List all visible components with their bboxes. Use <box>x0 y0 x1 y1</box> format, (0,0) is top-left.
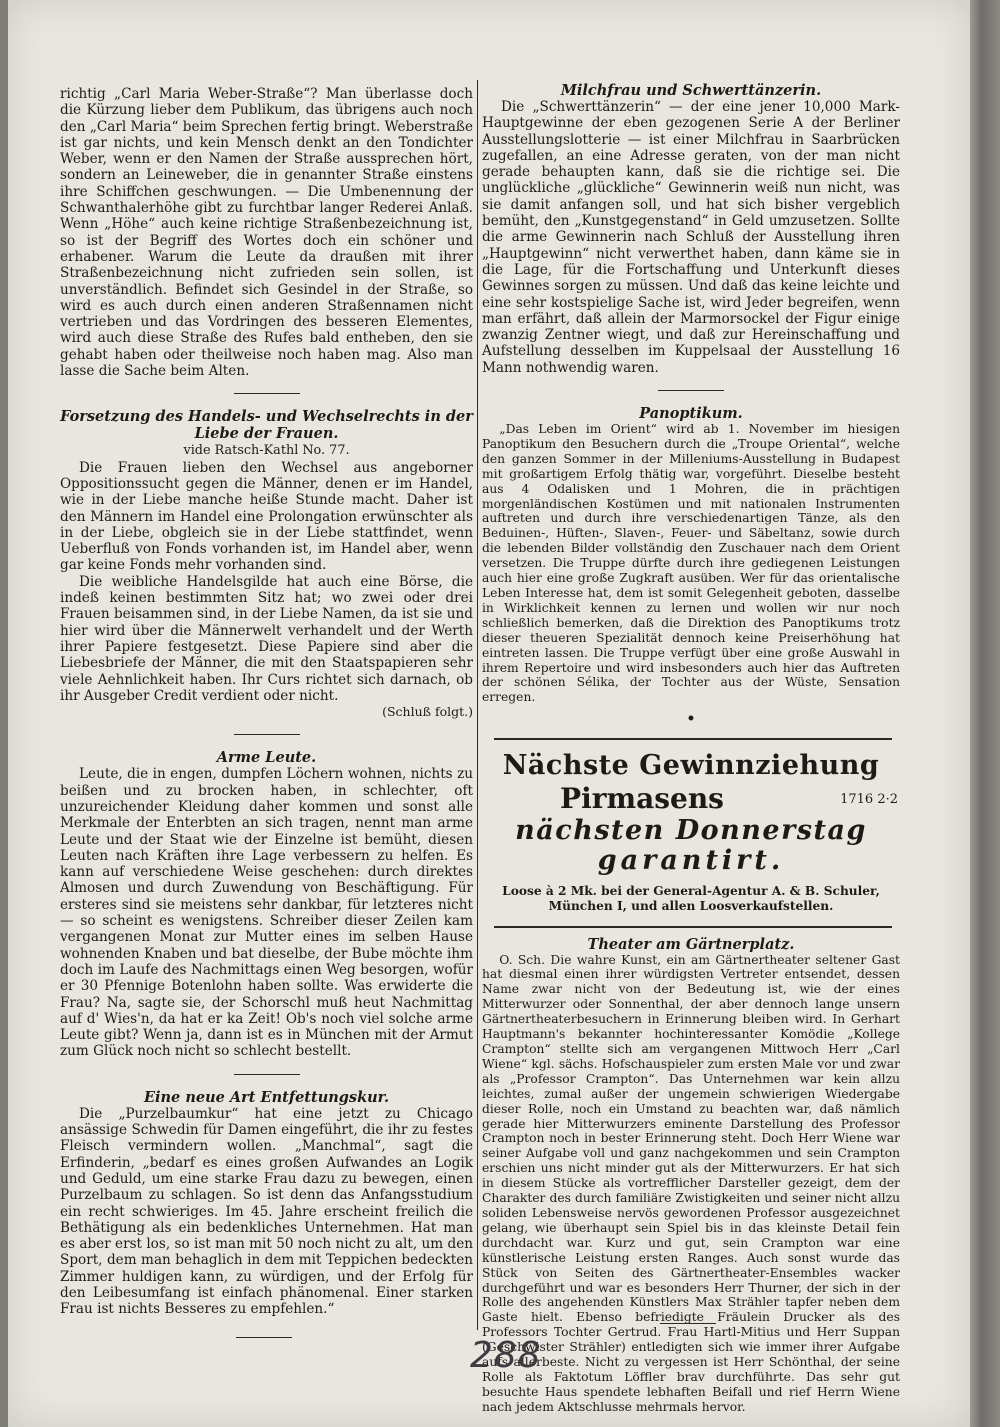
section-divider <box>658 390 724 391</box>
advertisement-top-rule <box>494 738 892 740</box>
article-subtitle-reference: vide Ratsch-Kathl No. 77. <box>183 443 350 459</box>
opening-paragraph: richtig „Carl Maria Weber-Straße“? Man überlasse doch die Kürzung lieber dem Publikum, das übrigens auch noch den „Carl Maria“ beim Sprechen fertig bringt. Weberstraße ist gar nichts, und kein Mensch denkt an den Tondichter Weber, wenn er den Namen der Straße aussprechen hört, sondern an Leineweber, die in genannter Straße einstens ihre Schiffchen geschwungen. — Die Umbenennung der Schwanthalerhöhe gibt zu furchtbar langer Rederei Anlaß. Wenn „Höhe“ auch keine richtige Straßenbezeichnung ist, so ist der Begriff des Wortes doch ein schöner und erhabener. Warum die Leute da draußen mit ihrer Straßenbezeichnung nicht zufrieden sein sollen, ist unverständlich. Befindet sich Gesindel in der Straße, so wird es auch durch einen anderen Straßennamen nicht vertrieben und das Vordringen des besseren Elementes, wird auch diese Straße des Rufes bald entheben, den sie gehabt haben oder theilweise noch haben mag. Also man lasse die Sache beim Alten. <box>60 86 473 380</box>
article-title-milchfrau: Milchfrau und Schwerttänzerin. <box>560 82 822 99</box>
ad-city: Pirmasens <box>560 781 724 815</box>
section-divider <box>234 393 300 394</box>
ad-guarantee: garantirt. <box>597 844 785 876</box>
article-paragraph: Die Frauen lieben den Wechsel aus angeborner Oppositionssucht gegen die Männer, denen er im Handel, wie in der Liebe manche heiße Stunde macht. Daher ist den Männern im Handel eine Prolongation erwünschter als in der Liebe, obgleich sie in der Liebe stattfindet, wenn Ueberfluß von Fonds vorhanden ist, im Handel aber, wenn gar keine Fonds mehr vorhanden sind. <box>60 459 473 574</box>
section-divider <box>234 1074 300 1075</box>
newspaper-page <box>8 0 970 1427</box>
article-paragraph: Die „Schwerttänzerin“ — der eine jener 10,000 Mark-Hauptgewinne der eben gezogenen Serie A der Berliner Ausstellungslotterie — ist einer Milchfrau in Saarbrücken zugefallen, an eine Adresse geraten, von der man nicht gerade behaupten kann, daß sie die richtige sei. Die unglückliche „glückliche“ Gewinnerin weiß nun nicht, was sie damit anfangen soll, und hat sich bisher vergeblich bemüht, den „Kunstgegenstand“ in Geld umzusetzen. Sollte die arme Gewinnerin nach Schluß der Ausstellung ihren „Hauptgewinn“ nicht verwerthet haben, dann käme sie in die Lage, für die Fortschaffung und Unterkunft dieses Gewinnes sorgen zu müssen. Und daß das keine leichte und eine sehr kostspielige Sache ist, wird Jeder begreifen, wenn man erfährt, daß allein der Marmorsockel der Figur einige zwanzig Zentner wiegt, und daß zur Hereinschaffung und Aufstellung desselben im Kuppelsaal der Ausstellung 16 Mann nothwendig waren. <box>482 99 900 376</box>
article-paragraph: Die weibliche Handelsgilde hat auch eine Börse, die indeß keinen bestimmten Sitz hat; wo zwei oder drei Frauen beisammen sind, in der Liebe Namen, da ist sie und hier wird über die Männerwelt verhandelt und der Werth ihrer Papiere festgesetzt. Diese Papiere sind aber die Liebesbriefe der Männer, die mit den Staatspapieren sehr viele Aehnlichkeit haben. Ihr Curs richtet sich darnach, ob ihr Ausgeber Credit verdient oder nicht. <box>60 573 473 704</box>
ad-reference-code: 1716 2·2 <box>840 791 898 807</box>
article-title-theater: Theater am Gärtnerplatz. <box>587 935 795 953</box>
column-divider <box>477 80 478 1330</box>
section-divider <box>234 734 300 735</box>
article-title-panoptikum: Panoptikum. <box>639 405 743 423</box>
ad-fine-print: Loose à 2 Mk. bei der General-Agentur A. & B. Schuler, München I, und allen Loosverkaufstellen. <box>502 883 880 913</box>
article-paragraph: O. Sch. Die wahre Kunst, ein am Gärtnertheater seltener Gast hat diesmal einen ihrer würdigsten Vertreter entsendet, dessen Name zwar nicht von der Bedeutung ist, wie der eines Mitterwurzer oder Sonnenthal, der aber dennoch lange unsern Gärtnertheaterbesuchern in Erinnerung bleiben wird. In Gerhart Hauptmann's bekannter hochinteressanter Komödie „Kollege Crampton“ stellte sich am vergangenen Mittwoch Herr „Carl Wiene“ kgl. sächs. Hofschauspieler zum ersten Male vor und zwar als „Professor Crampton“. Das Unternehmen war kein allzu leichtes, zumal außer der ungemein schwierigen Wiedergabe dieser Rolle, noch ein Umstand zu beachten war, daß nämlich gerade hier Mitterwurzers eminente Darstellung des Professor Crampton noch in bester Erinnerung steht. Doch Herr Wiene war seiner Aufgabe voll und ganz nachgekommen und sein Crampton erschien uns nicht minder gut als der Mitterwurzers. Er hat sich in diesem Stücke als vortrefflicher Darsteller gezeigt, dem der Charakter des durch familiäre Zwistigkeiten und seiner nicht allzu soliden Lebensweise nervös gewordenen Professor ausgezeichnet gelang, wie überhaupt sein Spiel bis in das kleinste Detail fein durchdacht war. Kurz und gut, sein Crampton war eine künstlerische Leistung ersten Ranges. Auch sonst wurde das Stück von Seiten des Gärtnertheater-Ensembles wacker durchgeführt und war es besonders Herr Thurner, der sich in der Rolle des angehenden Künstlers Max Strähler tapfer neben dem Gaste hielt. Ebenso befriedigte Fräulein Drucker als des Professors Tochter Gertrud. Frau Hartl-Mitius und Herr Suppan (Geschwister Strähler) entledigten sich wie immer ihrer Aufgabe aufs allerbeste. Nicht zu vergessen ist Herr Schönthal, der seine Rolle als Faktotum Löffler brav durchführte. Das sehr gut besuchte Haus spendete lebhaften Beifall und rief Herrn Wiene nach jedem Aktschlusse mehrmals hervor. <box>482 952 900 1414</box>
article-title-handelsrecht: Forsetzung des Handels- und Wechselrechts in der Liebe der Frauen. <box>60 408 473 443</box>
end-mark: • <box>686 711 696 728</box>
ad-headline: Nächste Gewinnziehung <box>502 749 880 781</box>
closing-rule-right <box>660 1323 716 1324</box>
article-paragraph: Die „Purzelbaumkur“ hat eine jetzt zu Chicago ansässige Schwedin für Damen eingeführt, die ihr zu festes Fleisch vermindern wollen. „Manchmal“, sagt die Erfinderin, „bedarf es eines großen Aufwandes an Logik und Geduld, um eine starke Frau dazu zu bewegen, einen Purzelbaum zu schlagen. So ist denn das Anfangsstudium ein recht schwieriges. Im 45. Jahre erscheint freilich die Bethätigung als ein bedenkliches Unternehmen. Hat man es aber erst los, so ist man mit 50 noch nicht zu alt, um den Sport, dem man behaglich in dem mit Teppichen bedeckten Zimmer huldigen kann, zu würdigen, und der Erfolg für den Leibesumfang ist einfach phänomenal. Einer starken Frau ist nichts Besseres zu empfehlen.“ <box>60 1105 473 1318</box>
ad-date-line: nächsten Donnerstag <box>515 814 867 846</box>
article-paragraph: „Das Leben im Orient“ wird ab 1. November im hiesigen Panoptikum den Besuchern durch die „Troupe Oriental“, welche den ganzen Sommer in der Milleniums-Ausstellung in Budapest mit großartigem Erfolg thätig war, vorgeführt. Dieselbe besteht aus 4 Odalisken und 1 Mohren, die in prächtigen morgenländischen Kostümen und mit nationalen Instrumenten auftreten und durch ihre verschiedenartigen Tänze, als den Beduinen-, Hüften-, Slaven-, Feuer- und Säbeltanz, sowie durch die lebenden Bilder vollständig den Zuschauer nach dem Orient versetzen. Die Truppe dürfte durch ihre gediegenen Leistungen auch hier eine große Zugkraft ausüben. Wer für das orientalische Leben Interesse hat, dem ist somit Gelegenheit geboten, dasselbe in Wirklichkeit kennen zu lernen und wollen wir nur noch schließlich bemerken, daß die Direktion des Panoptikums trotz dieser theueren Spezialität dennoch keine Preiserhöhung hat eintreten lassen. Die Truppe verfügt über eine große Auswahl in ihrem Repertoire und wird insbesonders auch hier das Auftreten der schönen Sélika, der Tochter aus der Wüste, Sensation erregen. <box>482 422 900 705</box>
closing-rule-left <box>236 1337 292 1338</box>
lottery-advertisement <box>482 750 900 914</box>
article-title-arme-leute: Arme Leute. <box>216 749 317 767</box>
continuation-note: (Schluß folgt.) <box>382 704 473 720</box>
advertisement-bottom-rule <box>494 926 892 928</box>
right-column <box>482 82 900 1415</box>
left-column <box>60 86 473 1318</box>
handwritten-page-number: 288 <box>470 1335 542 1376</box>
article-paragraph: Leute, die in engen, dumpfen Löchern wohnen, nichts zu beißen und zu brocken haben, in schlechter, oft unzureichender Kleidung daher kommen und sonst alle Merkmale der Enterbten an sich tragen, nennt man arme Leute und der Staat wie der Einzelne ist bemüht, diesen Leuten nach Kräften ihre Lage verbessern zu helfen. Es kann auf verschiedene Weise geschehen: durch direktes Almosen und durch Zuwendung von Beschäftigung. Für ersteres sind sie meistens sehr dankbar, für letzteres nicht — so scheint es wenigstens. Schreiber dieser Zeilen kam vergangenen Monat zur Mutter eines im selben Hause wohnenden Knaben und bat dieselbe, der Bube möchte ihm doch im Laufe des Nachmittags einen Weg besorgen, wofür er 30 Pfennige Botenlohn haben sollte. Was erwiderte die Frau? Na, sagte sie, der Schorschl muß heut Nachmittag auf d' Wies'n, da hat er ka Zeit! Ob's noch viel solche arme Leute gibt? Wenn ja, dann ist es in München mit der Armut zum Glück noch nicht so schlecht bestellt. <box>60 766 473 1060</box>
scan-binding-edge <box>970 0 1000 1427</box>
article-title-entfettungskur: Eine neue Art Entfettungskur. <box>143 1088 390 1106</box>
